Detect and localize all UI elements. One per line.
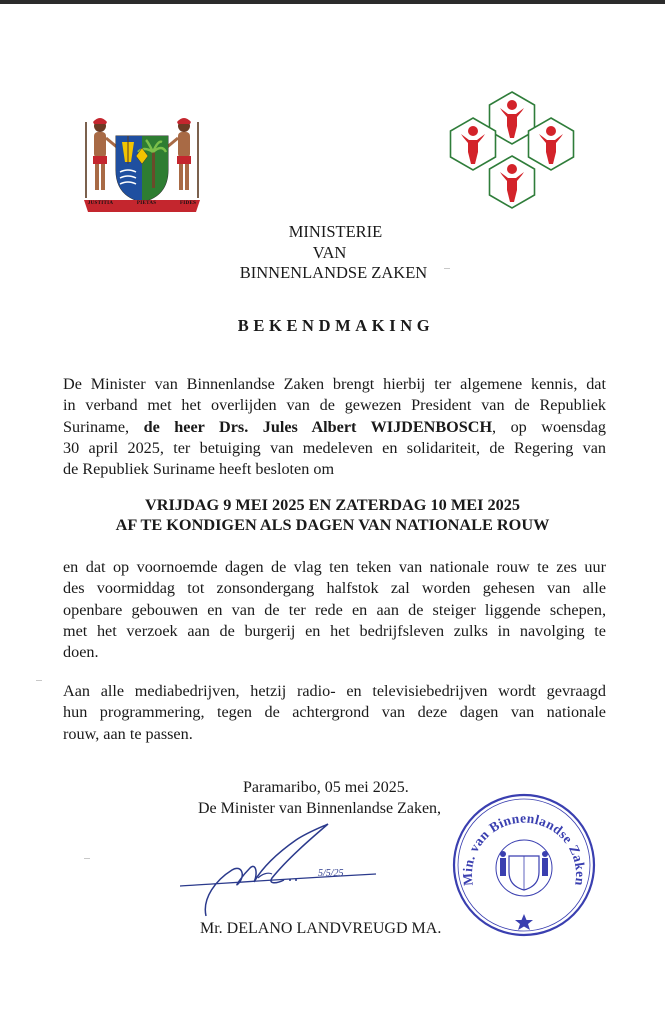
coat-shield <box>116 136 168 202</box>
scan-speck <box>84 858 90 859</box>
hex-cell-bottom <box>490 156 535 208</box>
ministry-header-line2: VAN <box>312 243 347 262</box>
motto-word: JUSTITIA <box>87 200 114 206</box>
motto-word: FIDES <box>179 200 197 206</box>
paragraph-line: des voormiddag tot zonsondergang halfstok zal worden gehesen van alle <box>63 579 606 598</box>
paragraph-line: 30 april 2025, ter betuiging van medeleven en solidariteit, de Regering van <box>63 438 606 457</box>
place-date: Paramaribo, 05 mei 2025. <box>243 779 409 796</box>
coat-motto <box>76 196 208 210</box>
paragraph-line: en dat op voornoemde dagen de vlag ten teken van nationale rouw te zes uur <box>63 558 606 576</box>
document-title: BEKENDMAKING <box>237 316 435 335</box>
paragraph-line: in verband met het overlijden van de gewezen President van de Republiek <box>63 396 606 415</box>
ministry-header-line1: MINISTERIE <box>288 222 383 241</box>
signatory-role: De Minister van Binnenlandse Zaken, <box>198 800 442 817</box>
paragraph-line: hun programmering, tegen de achtergrond van deze dagen van nationale <box>63 703 606 722</box>
ministry-header-line3: BINNENLANDSE ZAKEN <box>239 263 428 282</box>
stamp-text: Min. van Binnenlandse Zaken <box>459 810 589 887</box>
paragraph-line: Aan alle mediabedrijven, hetzij radio- en televisiebedrijven wordt gevraagd <box>63 682 606 700</box>
coat-left-figure <box>86 118 118 198</box>
paragraph-media <box>63 681 606 745</box>
signature-date: 5/5/25 <box>318 868 344 879</box>
motto-word: PIETAS <box>136 200 157 206</box>
deceased-president-name: de heer Drs. Jules Albert WIJDENBOSCH <box>143 417 493 436</box>
paragraph-line: de Republiek Suriname heeft besloten om <box>63 460 335 479</box>
paragraph-text: , op woensdag <box>492 417 606 436</box>
paragraph-flag <box>63 557 606 663</box>
announcement-line1: VRIJDAG 9 MEI 2025 EN ZATERDAG 10 MEI 2025 <box>144 495 521 514</box>
announcement-line2: AF TE KONDIGEN ALS DAGEN VAN NATIONALE ROUW <box>115 515 550 534</box>
scan-speck <box>36 680 42 681</box>
paragraph-text: Suriname, <box>63 417 144 436</box>
scan-speck <box>444 268 450 269</box>
signatory-name: Mr. DELANO LANDVREUGD MA. <box>200 920 442 937</box>
paragraph-line: De Minister van Binnenlandse Zaken brengt hierbij ter algemene kennis, dat <box>63 375 606 393</box>
mourning-days-announcement <box>0 495 665 535</box>
paragraph-intro <box>63 374 606 480</box>
coat-right-figure <box>166 118 198 198</box>
paragraph-line: met het verzoek aan de burgerij en het bedrijfsleven zulks in navolging te <box>63 621 606 640</box>
official-stamp-icon <box>451 792 597 938</box>
hexagon-people-icon <box>446 88 578 218</box>
paragraph-line: rouw, aan te passen. <box>63 724 193 743</box>
paragraph-line <box>63 417 606 438</box>
paragraph-line: doen. <box>63 643 99 662</box>
paragraph-line: openbare gebouwen en van de ter rede en aan de steiger liggende schepen, <box>63 600 606 619</box>
signature-icon <box>176 818 386 918</box>
